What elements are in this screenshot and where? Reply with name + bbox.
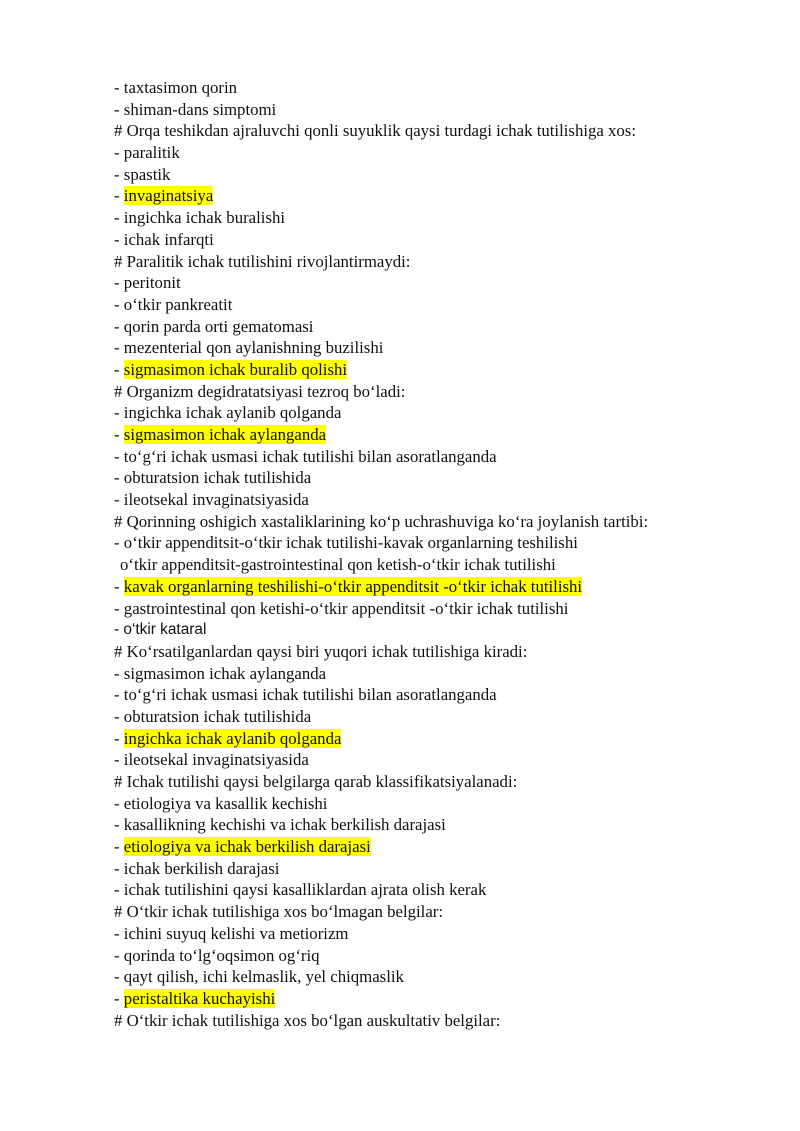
answer-option-line <box>114 337 774 359</box>
answer-option-line <box>114 99 774 121</box>
option-marker: - <box>114 273 124 293</box>
answer-option-line <box>114 489 774 511</box>
answer-option-line <box>114 706 774 728</box>
question-text: Organizm degidratatsiyasi tezroq bo‘ladi: <box>126 381 406 401</box>
answer-option-line <box>114 663 774 685</box>
option-text: o‘tkir appenditsit-o‘tkir ichak tutilishi-kavak organlarning teshilishi <box>123 533 578 553</box>
highlighted-answer-text: peristaltika kuchayishi <box>123 988 276 1008</box>
question-line <box>114 120 774 142</box>
option-text: to‘g‘ri ichak usmasi ichak tutilishi bilan asoratlanganda <box>123 446 497 466</box>
highlighted-answer-text: sigmasimon ichak aylanganda <box>123 425 327 444</box>
option-marker: - <box>114 728 124 748</box>
question-marker: # <box>114 641 127 661</box>
option-marker: - <box>114 294 124 314</box>
option-marker: - <box>114 164 124 184</box>
document-body <box>114 77 774 1031</box>
option-marker: - <box>114 793 124 813</box>
answer-option-line <box>114 532 774 554</box>
option-marker: - <box>114 186 124 206</box>
option-marker: - <box>114 78 124 97</box>
answer-option-line <box>114 359 774 381</box>
question-marker: # <box>114 381 127 401</box>
question-marker: # <box>114 251 127 271</box>
question-text: Orqa teshikdan ajraluvchi qonli suyuklik qaysi turdagi ichak tutilishiga xos: <box>126 121 637 141</box>
option-text: obturatsion ichak tutilishida <box>123 706 312 726</box>
option-text: qayt qilish, ichi kelmaslik, yel chiqmaslik <box>123 967 404 987</box>
answer-option-line <box>114 945 774 967</box>
option-text: sigmasimon ichak aylanganda <box>123 663 327 683</box>
option-marker: - <box>114 706 124 726</box>
answer-option-line <box>114 294 774 316</box>
question-line <box>114 641 774 663</box>
option-text: kasallikning kechishi va ichak berkilish darajasi <box>123 815 446 835</box>
answer-option-line <box>114 554 774 576</box>
option-text: ichak tutilishini qaysi kasalliklardan ajrata olish kerak <box>123 880 487 900</box>
option-marker: - <box>114 468 124 488</box>
answer-option-line <box>114 879 774 901</box>
option-marker: - <box>114 880 124 900</box>
question-text: Qorinning oshigich xastaliklarining ko‘p uchrashuviga ko‘ra joylanish tartibi: <box>126 511 649 531</box>
option-text: ileotsekal invaginatsiyasida <box>123 750 309 770</box>
option-marker: - <box>114 598 124 618</box>
option-marker: - <box>114 446 124 466</box>
answer-option-line <box>114 467 774 489</box>
option-text: shiman-dans simptomi <box>123 99 277 119</box>
answer-option-line <box>114 858 774 880</box>
option-text: qorin parda orti gematomasi <box>123 316 314 336</box>
question-text: Paralitik ichak tutilishini rivojlantirmaydi: <box>126 251 411 271</box>
answer-option-line <box>114 402 774 424</box>
option-text: peritonit <box>123 273 181 293</box>
option-text: etiologiya va kasallik kechishi <box>123 793 328 813</box>
question-line <box>114 381 774 403</box>
option-marker: - <box>114 490 124 510</box>
answer-option-line <box>114 793 774 815</box>
question-text: O‘tkir ichak tutilishiga xos bo‘lgan auskultativ belgilar: <box>126 1010 501 1030</box>
answer-option-line <box>114 185 774 207</box>
question-marker: # <box>114 121 127 141</box>
answer-option-line <box>114 229 774 251</box>
answer-option-line <box>114 923 774 945</box>
option-marker: - <box>114 988 124 1008</box>
question-text: Ichak tutilishi qaysi belgilarga qarab klassifikatsiyalanadi: <box>126 772 518 791</box>
option-marker: - <box>114 815 124 835</box>
option-text: o‘tkir appenditsit-gastrointestinal qon ketish-o‘tkir ichak tutilishi <box>120 555 556 575</box>
answer-option-line <box>114 272 774 294</box>
option-text: ileotsekal invaginatsiyasida <box>123 490 309 510</box>
option-text: taxtasimon qorin <box>123 78 238 97</box>
option-text: qorinda to‘lg‘oqsimon og‘riq <box>123 945 320 965</box>
answer-option-line <box>114 576 774 598</box>
option-marker: - <box>114 359 124 379</box>
option-marker: - <box>114 576 124 596</box>
option-text: spastik <box>123 164 171 184</box>
option-marker: - <box>114 99 124 119</box>
answer-option-line <box>114 749 774 771</box>
option-marker: - <box>114 685 124 705</box>
option-text: ingichka ichak aylanib qolganda <box>123 403 342 423</box>
option-text: o‘tkir kataral <box>123 621 207 639</box>
answer-option-line <box>114 988 774 1010</box>
option-marker: - <box>114 858 124 878</box>
question-line <box>114 1010 774 1032</box>
answer-option-line <box>114 728 774 750</box>
option-marker: - <box>114 208 124 228</box>
answer-option-line <box>114 836 774 858</box>
option-text: obturatsion ichak tutilishida <box>123 468 312 488</box>
question-marker: # <box>114 1010 127 1030</box>
option-marker: - <box>114 923 124 943</box>
option-text: ichak infarqti <box>123 229 214 249</box>
highlighted-answer-text: invaginatsiya <box>123 186 214 206</box>
highlighted-answer-text: sigmasimon ichak buralib qolishi <box>123 359 348 379</box>
answer-option-line <box>114 142 774 164</box>
option-text: gastrointestinal qon ketishi-o‘tkir appenditsit -o‘tkir ichak tutilishi <box>123 598 569 618</box>
question-text: Ko‘rsatilganlardan qaysi biri yuqori ichak tutilishiga kiradi: <box>126 641 528 661</box>
answer-option-line <box>114 598 774 620</box>
question-marker: # <box>114 511 127 531</box>
highlighted-answer-text: ingichka ichak aylanib qolganda <box>123 728 342 748</box>
answer-option-line <box>114 424 774 446</box>
answer-option-line <box>114 164 774 186</box>
answer-option-line <box>114 966 774 988</box>
option-marker: - <box>114 967 124 987</box>
answer-option-line <box>114 77 774 99</box>
option-text: ichini suyuq kelishi va metiorizm <box>123 923 349 943</box>
highlighted-answer-text: etiologiya va ichak berkilish darajasi <box>123 837 371 857</box>
question-line <box>114 901 774 923</box>
question-line <box>114 771 774 793</box>
option-marker: - <box>114 338 124 358</box>
question-marker: # <box>114 772 127 791</box>
highlighted-answer-text: kavak organlarning teshilishi-o‘tkir appenditsit -o‘tkir ichak tutilishi <box>123 576 583 596</box>
option-text: to‘g‘ri ichak usmasi ichak tutilishi bilan asoratlanganda <box>123 685 497 705</box>
option-text: paralitik <box>123 143 180 163</box>
question-line <box>114 511 774 533</box>
option-marker: - <box>114 143 124 163</box>
option-marker: - <box>114 621 124 639</box>
option-text: ingichka ichak buralishi <box>123 208 286 228</box>
answer-option-line <box>114 446 774 468</box>
question-line <box>114 251 774 273</box>
option-marker: - <box>114 533 124 553</box>
question-text: O‘tkir ichak tutilishiga xos bo‘lmagan belgilar: <box>126 902 444 922</box>
answer-option-line <box>114 619 774 641</box>
answer-option-line <box>114 207 774 229</box>
option-text: mezenterial qon aylanishning buzilishi <box>123 338 384 358</box>
question-marker: # <box>114 902 127 922</box>
option-marker: - <box>114 403 124 423</box>
option-marker: - <box>114 229 124 249</box>
answer-option-line <box>114 684 774 706</box>
option-marker: - <box>114 663 124 683</box>
answer-option-line <box>114 316 774 338</box>
option-marker: - <box>114 837 124 857</box>
option-marker: - <box>114 316 124 336</box>
option-text: o‘tkir pankreatit <box>123 294 233 314</box>
option-marker: - <box>114 750 124 770</box>
option-marker: - <box>114 945 124 965</box>
answer-option-line <box>114 814 774 836</box>
option-marker: - <box>114 425 124 444</box>
option-text: ichak berkilish darajasi <box>123 858 280 878</box>
